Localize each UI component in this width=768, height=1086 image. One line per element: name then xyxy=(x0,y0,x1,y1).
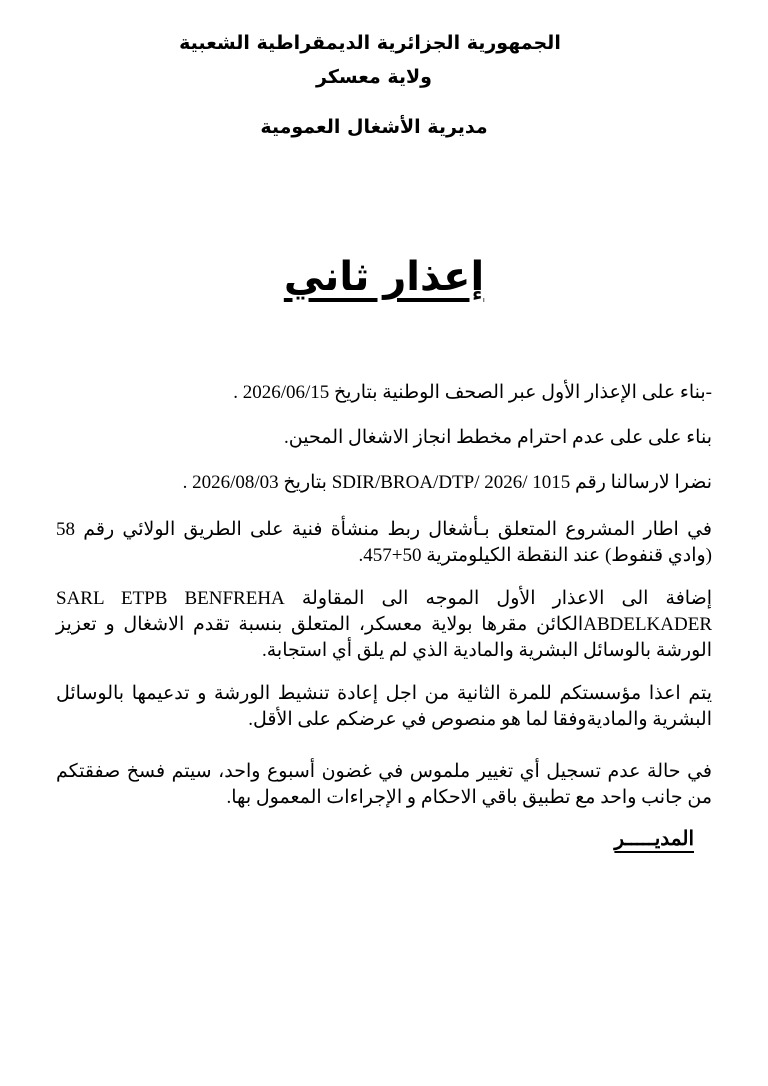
body-paragraph: بناء على على عدم احترام مخطط انجاز الاشغال المحين. xyxy=(284,427,712,448)
body-paragraph: في اطار المشروع المتعلق بـأشغال ربط منشأة فنية على الطريق الولائي رقم 58 (وادي قنفوط) عند النقطة الكيلومترية 50+457. xyxy=(56,519,712,566)
body-paragraph: -بناء على الإعذار الأول عبر الصحف الوطنية بتاريخ 2026/06/15 . xyxy=(233,382,712,403)
director-signature: المديـــــر xyxy=(614,828,694,850)
body-paragraph: يتم اعذا مؤسستكم للمرة الثانية من اجل إعادة تنشيط الورشة و تدعيمها بالوسائل البشرية والماديةوفقا لما هو منصوص في عرضكم على الأقل. xyxy=(56,683,712,730)
body-paragraph: نضرا لارسالنا رقم 1015 /SDIR/BROA/DTP/ 2026 بتاريخ 2026/08/03 . xyxy=(182,472,712,493)
document-title: إعذار ثاني xyxy=(283,254,485,300)
wilaya-header: ولاية معسكر xyxy=(316,66,432,88)
body-paragraph: في حالة عدم تسجيل أي تغيير ملموس في غضون أسبوع واحد، سيتم فسخ صفقتكم من جانب واحد مع تطبيق باقي الاحكام و الإجراءات المعمول بها. xyxy=(56,761,713,808)
republic-header: الجمهورية الجزائرية الديمقراطية الشعبية xyxy=(179,32,561,54)
directorate-header: مديرية الأشغال العمومية xyxy=(260,116,488,138)
body-paragraph: إضافة الى الاعذار الأول الموجه الى المقاولة SARL ETPB BENFREHA ABDELKADERالكائن مقرها بولاية معسكر، المتعلق بنسبة تقدم الاشغال و تعزيز الورشة بالوسائل البشرية والمادية الذي لم يلق أي استجابة. xyxy=(56,588,712,661)
